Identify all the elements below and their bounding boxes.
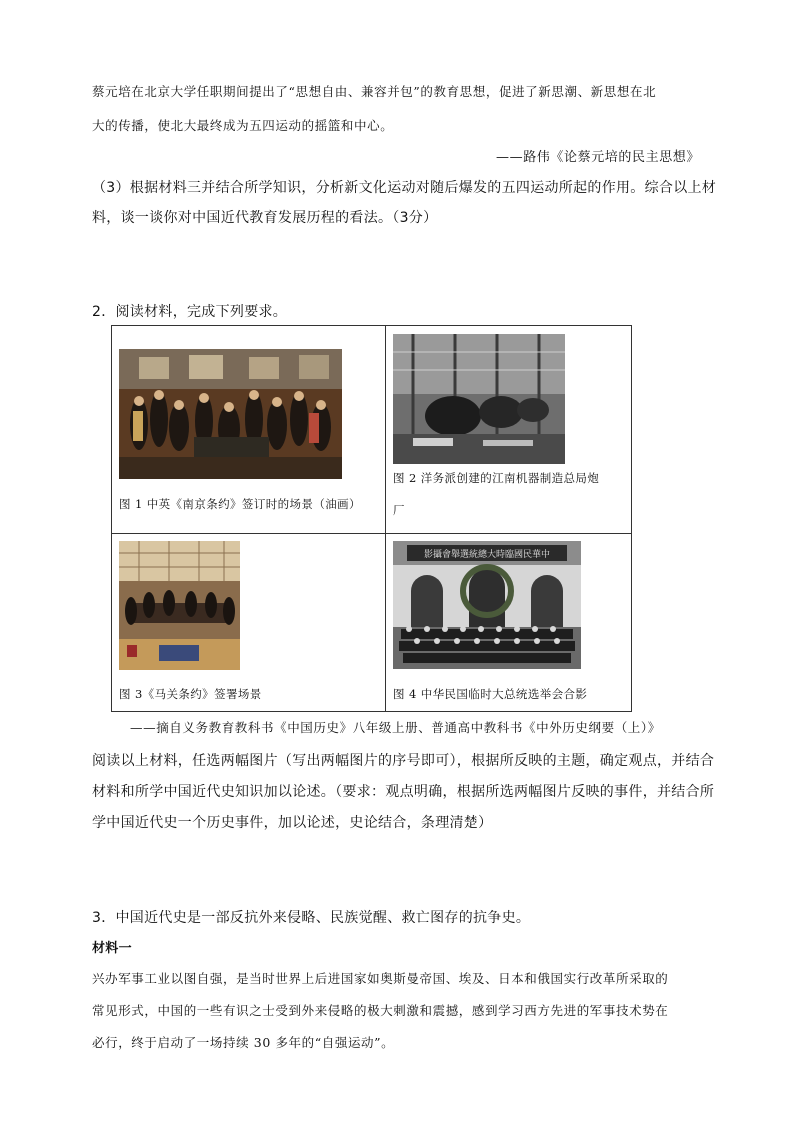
figure-2-caption-line-1: 图 2 洋务派创建的江南机器制造总局炮 [393,471,600,485]
figure-4-cell [386,534,632,712]
q3-material-line-2: 常见形式，中国的一些有识之士受到外来侵略的极大刺激和震撼，感到学习西方先进的军事技术势在 [92,1003,669,1018]
q1-task-line-2: 料，谈一谈你对中国近代教育发展历程的看法。（3分） [92,210,438,226]
figure-3-caption: 图 3《马关条约》签署场景 [119,687,262,701]
figure-1-image [119,349,342,479]
figure-1-cell [112,326,386,534]
q1-material-line-2: 大的传播，使北大最终成为五四运动的摇篮和中心。 [92,118,394,133]
figure-2-image [393,334,565,464]
q1-task-line-1: （3）根据材料三并结合所学知识，分析新文化运动对随后爆发的五四运动所起的作用。综合以上材 [92,180,717,196]
q2-task-line-3: 学中国近代史一个历史事件，加以论述，史论结合，条理清楚） [92,815,493,831]
q1-source: ——路伟《论蔡元培的民主思想》 [496,150,701,165]
figure-4-image [393,541,581,669]
q2-source: ——摘自义务教育教科书《中国历史》八年级上册、普通高中教科书《中外历史纲要（上）》 [130,720,661,735]
q2-task-line-2: 材料和所学中国近代史知识加以论述。（要求：观点明确，根据所选两幅图片反映的事件，并结合所 [92,784,715,800]
figure-2-cell [386,326,632,534]
q3-material-line-1: 兴办军事工业以图自强，是当时世界上后进国家如奥斯曼帝国、埃及、日本和俄国实行改革所采取的 [92,971,669,986]
figure-3-cell [112,534,386,712]
q3-heading: 3．中国近代史是一部反抗外来侵略、民族觉醒、救亡图存的抗争史。 [92,910,531,926]
q3-material-label: 材料一 [92,941,132,956]
figure-table [111,325,632,712]
figure-4-caption: 图 4 中华民国临时大总统选举会合影 [393,687,588,701]
figure-2-caption-line-2: 厂 [393,503,405,517]
q1-material-line-1: 蔡元培在北京大学任职期间提出了“思想自由、兼容并包”的教育思想，促进了新思潮、新思想在北 [92,84,657,99]
q2-task-line-1: 阅读以上材料，任选两幅图片（写出两幅图片的序号即可），根据所反映的主题，确定观点，并结合 [92,753,715,769]
q2-heading: 2．阅读材料，完成下列要求。 [92,304,288,320]
q3-material-line-3: 必行，终于启动了一场持续 30 多年的“自强运动”。 [92,1035,395,1050]
figure-3-image [119,541,240,670]
figure-1-caption: 图 1 中英《南京条约》签订时的场景（油画） [119,497,361,511]
figure-4-banner-text: 影攝會舉選統總大時臨國民華中 [423,550,551,560]
